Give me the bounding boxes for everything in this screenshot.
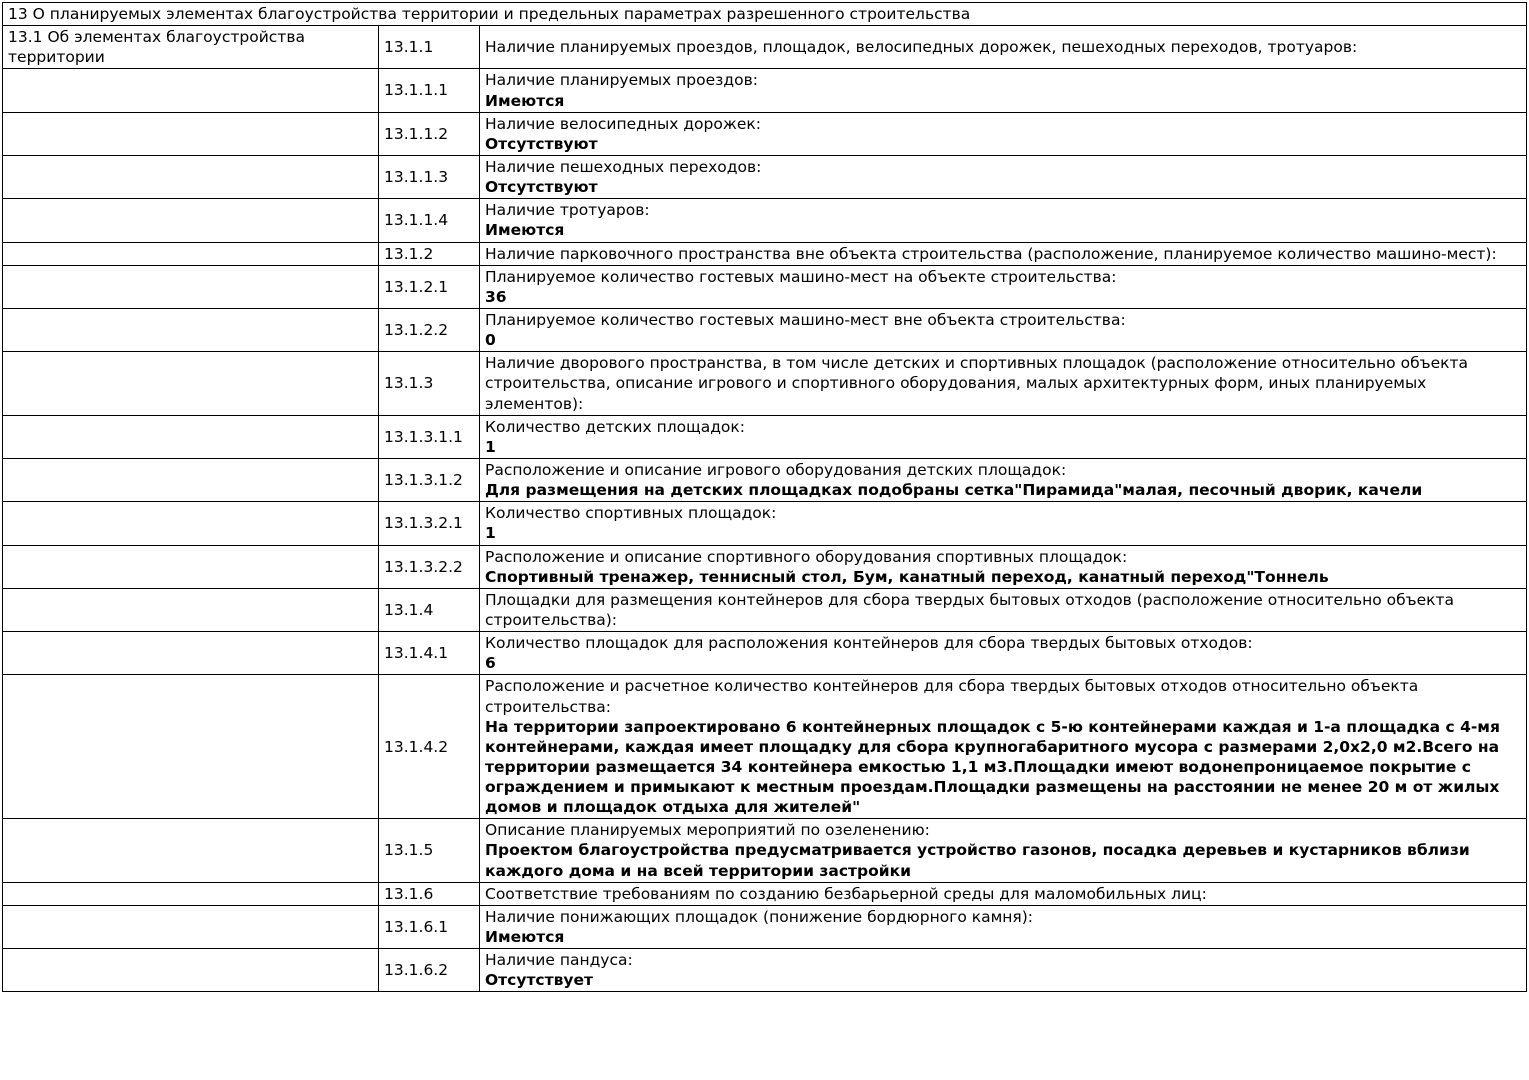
table-row bbox=[3, 69, 1527, 112]
code-cell bbox=[379, 632, 480, 675]
row-code: 13.1.2.1 bbox=[384, 277, 449, 296]
group-cell bbox=[3, 265, 379, 308]
group-cell bbox=[3, 242, 379, 265]
table-row bbox=[3, 905, 1527, 948]
group-cell bbox=[3, 632, 379, 675]
group-cell bbox=[3, 199, 379, 242]
row-label: Количество площадок для расположения контейнеров для сбора твердых бытовых отходов: bbox=[485, 634, 1253, 653]
content-cell bbox=[480, 308, 1527, 351]
group-cell bbox=[3, 26, 379, 69]
row-code: 13.1.6.2 bbox=[384, 961, 449, 980]
content-cell bbox=[480, 632, 1527, 675]
table-row bbox=[3, 352, 1527, 415]
group-cell bbox=[3, 819, 379, 882]
row-value: На территории запроектировано 6 контейнерных площадок с 5-ю контейнерами каждая и 1-а площадка с 4-мя контейнерами, каждая имеет площадку для сбора крупногабаритного мусора с размерами 2,0х2,0 м2.Всего на территории размещается 34 контейнера емкостью 1,1 м3.Площадки имеют водонепроницаемое покрытие с ограждением и примыкают к местным проездам.Площадки размещены на расстоянии не менее 20 м от жилых домов и площадок отдыха для жителей" bbox=[485, 717, 1500, 817]
declaration-table bbox=[2, 2, 1527, 992]
content-cell bbox=[480, 458, 1527, 501]
content-cell bbox=[480, 949, 1527, 992]
row-code: 13.1.1.2 bbox=[384, 124, 449, 143]
code-cell bbox=[379, 949, 480, 992]
row-value: Отсутствуют bbox=[485, 134, 598, 153]
row-label: Наличие тротуаров: bbox=[485, 201, 650, 220]
table-row bbox=[3, 819, 1527, 882]
row-label: Планируемое количество гостевых машино-мест на объекте строительства: bbox=[485, 267, 1117, 286]
row-label: Наличие планируемых проездов, площадок, велосипедных дорожек, пешеходных переходов, тротуаров: bbox=[485, 38, 1358, 57]
table-row bbox=[3, 265, 1527, 308]
row-label: Наличие велосипедных дорожек: bbox=[485, 114, 761, 133]
row-value: Имеются bbox=[485, 221, 565, 240]
content-cell bbox=[480, 352, 1527, 415]
table-row bbox=[3, 242, 1527, 265]
table-row bbox=[3, 588, 1527, 631]
row-label: Количество спортивных площадок: bbox=[485, 504, 777, 523]
table-row bbox=[3, 415, 1527, 458]
group-cell bbox=[3, 905, 379, 948]
group-cell bbox=[3, 502, 379, 545]
code-cell bbox=[379, 352, 480, 415]
row-value: Имеются bbox=[485, 928, 565, 947]
row-label: Планируемое количество гостевых машино-мест вне объекта строительства: bbox=[485, 310, 1126, 329]
group-cell bbox=[3, 112, 379, 155]
content-cell bbox=[480, 112, 1527, 155]
table-row bbox=[3, 882, 1527, 905]
row-code: 13.1.3.2.1 bbox=[384, 514, 463, 533]
row-label: Наличие парковочного пространства вне объекта строительства (расположение, планируемое количество машино-мест): bbox=[485, 244, 1497, 263]
content-cell bbox=[480, 545, 1527, 588]
row-value: 1 bbox=[485, 437, 496, 456]
code-cell bbox=[379, 675, 480, 819]
group-cell bbox=[3, 69, 379, 112]
row-code: 13.1.6.1 bbox=[384, 917, 449, 936]
code-cell bbox=[379, 265, 480, 308]
table-row bbox=[3, 632, 1527, 675]
content-cell bbox=[480, 199, 1527, 242]
code-cell bbox=[379, 26, 480, 69]
table-row bbox=[3, 155, 1527, 198]
code-cell bbox=[379, 69, 480, 112]
code-cell bbox=[379, 308, 480, 351]
row-code: 13.1.3 bbox=[384, 374, 434, 393]
content-cell bbox=[480, 882, 1527, 905]
content-cell bbox=[480, 502, 1527, 545]
group-cell bbox=[3, 882, 379, 905]
code-cell bbox=[379, 112, 480, 155]
row-code: 13.1.4.1 bbox=[384, 644, 449, 663]
group-cell bbox=[3, 949, 379, 992]
row-label: Расположение и описание игрового оборудования детских площадок: bbox=[485, 460, 1067, 479]
row-value: 0 bbox=[485, 331, 496, 350]
group-cell bbox=[3, 545, 379, 588]
group-cell bbox=[3, 458, 379, 501]
content-cell bbox=[480, 155, 1527, 198]
row-code: 13.1.1.1 bbox=[384, 81, 449, 100]
row-label: Расположение и описание спортивного оборудования спортивных площадок: bbox=[485, 547, 1128, 566]
table-row bbox=[3, 308, 1527, 351]
code-cell bbox=[379, 545, 480, 588]
group-label: 13.1 Об элементах благоустройства территории bbox=[8, 28, 305, 67]
section-header: 13 О планируемых элементах благоустройства территории и предельных параметрах разрешенного строительства bbox=[3, 3, 1527, 26]
group-cell bbox=[3, 155, 379, 198]
content-cell bbox=[480, 819, 1527, 882]
row-value: 36 bbox=[485, 287, 507, 306]
row-value: Отсутствуют bbox=[485, 178, 598, 197]
code-cell bbox=[379, 882, 480, 905]
row-label: Наличие дворового пространства, в том числе детских и спортивных площадок (расположение относительно объекта строительства, описание игрового и спортивного оборудования, малых архитектурных форм, иных планируемых элементов): bbox=[485, 354, 1469, 413]
row-label: Расположение и расчетное количество контейнеров для сбора твердых бытовых отходов относительно объекта строительства: bbox=[485, 677, 1419, 716]
table-row bbox=[3, 545, 1527, 588]
row-code: 13.1.3.1.2 bbox=[384, 471, 463, 490]
row-code: 13.1.2 bbox=[384, 244, 434, 263]
code-cell bbox=[379, 588, 480, 631]
content-cell bbox=[480, 415, 1527, 458]
row-label: Наличие планируемых проездов: bbox=[485, 71, 758, 90]
row-value: Отсутствует bbox=[485, 971, 594, 990]
table-row bbox=[3, 199, 1527, 242]
row-code: 13.1.3.1.1 bbox=[384, 427, 463, 446]
content-cell bbox=[480, 265, 1527, 308]
group-cell bbox=[3, 675, 379, 819]
content-cell bbox=[480, 675, 1527, 819]
content-cell bbox=[480, 905, 1527, 948]
section-header-row bbox=[3, 3, 1527, 26]
row-label: Наличие пешеходных переходов: bbox=[485, 157, 762, 176]
group-cell bbox=[3, 308, 379, 351]
group-cell bbox=[3, 588, 379, 631]
row-code: 13.1.5 bbox=[384, 841, 434, 860]
row-value: 1 bbox=[485, 524, 496, 543]
content-cell bbox=[480, 242, 1527, 265]
code-cell bbox=[379, 819, 480, 882]
content-cell bbox=[480, 588, 1527, 631]
row-label: Наличие пандуса: bbox=[485, 951, 633, 970]
table-row bbox=[3, 502, 1527, 545]
row-label: Соответствие требованиям по созданию безбарьерной среды для маломобильных лиц: bbox=[485, 884, 1207, 903]
code-cell bbox=[379, 242, 480, 265]
row-code: 13.1.1 bbox=[384, 38, 434, 57]
row-value: 6 bbox=[485, 654, 496, 673]
group-cell bbox=[3, 352, 379, 415]
table-row bbox=[3, 26, 1527, 69]
row-value: Для размещения на детских площадках подобраны сетка"Пирамида"малая, песочный дворик, качели bbox=[485, 481, 1423, 500]
table-row bbox=[3, 949, 1527, 992]
row-code: 13.1.4.2 bbox=[384, 737, 449, 756]
table-row bbox=[3, 458, 1527, 501]
code-cell bbox=[379, 905, 480, 948]
table-body bbox=[3, 3, 1527, 992]
row-value: Проектом благоустройства предусматривается устройство газонов, посадка деревьев и кустарников вблизи каждого дома и на всей территории застройки bbox=[485, 841, 1470, 880]
row-code: 13.1.4 bbox=[384, 600, 434, 619]
row-label: Наличие понижающих площадок (понижение бордюрного камня): bbox=[485, 907, 1034, 926]
code-cell bbox=[379, 199, 480, 242]
row-label: Описание планируемых мероприятий по озеленению: bbox=[485, 821, 930, 840]
row-code: 13.1.6 bbox=[384, 884, 434, 903]
table-row bbox=[3, 675, 1527, 819]
code-cell bbox=[379, 155, 480, 198]
row-label: Площадки для размещения контейнеров для сбора твердых бытовых отходов (расположение относительно объекта строительства): bbox=[485, 590, 1455, 629]
content-cell bbox=[480, 26, 1527, 69]
row-code: 13.1.3.2.2 bbox=[384, 557, 463, 576]
row-code: 13.1.1.3 bbox=[384, 168, 449, 187]
code-cell bbox=[379, 458, 480, 501]
row-label: Количество детских площадок: bbox=[485, 417, 746, 436]
table-row bbox=[3, 112, 1527, 155]
content-cell bbox=[480, 69, 1527, 112]
row-value: Спортивный тренажер, теннисный стол, Бум, канатный переход, канатный переход"Тоннель bbox=[485, 567, 1329, 586]
code-cell bbox=[379, 415, 480, 458]
group-cell bbox=[3, 415, 379, 458]
code-cell bbox=[379, 502, 480, 545]
row-value: Имеются bbox=[485, 91, 565, 110]
row-code: 13.1.2.2 bbox=[384, 321, 449, 340]
row-code: 13.1.1.4 bbox=[384, 211, 449, 230]
